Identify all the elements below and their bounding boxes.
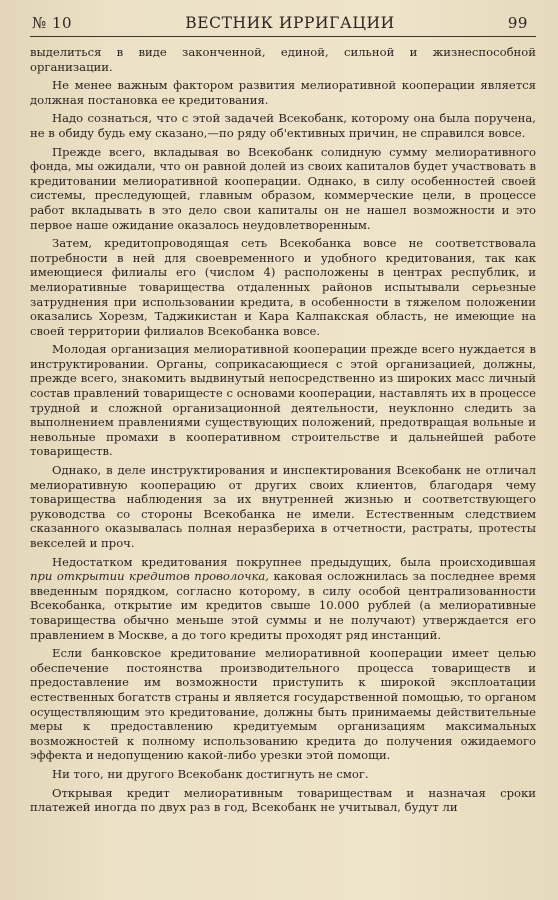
paragraph: Надо сознаться, что с этой задачей Всекобанк, которому она была поручена, не в обиду будь ему сказано,—по ряду об'ективных причин, не справился вовсе. [30,111,536,140]
journal-title: ВЕСТНИК ИРРИГАЦИИ [185,14,395,32]
paragraph: Открывая кредит мелиоративным товариществам и назначая сроки платежей иногда по двух раз в год, Всекобанк не учитывал, будут ли [30,785,536,815]
page-number: 99 [507,14,528,32]
paragraph: Прежде всего, вкладывая во Всекобанк солидную сумму мелиоративного фонда, мы ожидали, что он равной долей из своих капиталов будет участвовать в кредитовании мелиоративной кооперации. Однако, в силу особенностей своей системы, преследующей, главным образом, коммерческие цели, в процессе работ вкладывать в это дело свои капиталы он не нашел возможности и это первое наше ожидание оказалось неудовлетворенным. [30,144,536,232]
paragraph: Если банковское кредитование мелиоративной кооперации имеет целью обеспечение постоянства производительного процесса товариществ и предоставление им возможности приступить к широкой эксплоатации естественных богатств страны и является государственной помощью, то органом осуществляющим это кредитование, должны быть принимаемы действительные меры к предоставлению кредитуемым организациям максимальных возможностей к полному использованию кредита до получения ожидаемого эффекта и недопущению какой-либо урезки этой помощи. [30,646,536,763]
paragraph-text: Недостатком кредитования покрупнее предыдущих, была происходившая [52,554,536,569]
paragraph: выделиться в виде законченной, единой, сильной и жизнеспособной организации. [30,45,536,74]
article-body [30,45,536,815]
page-header [30,14,536,37]
paragraph: Не менее важным фактором развития мелиоративной кооперации является должная постановка ее кредитования. [30,78,536,107]
paragraph [30,555,536,643]
paragraph: Молодая организация мелиоративной кооперации прежде всего нуждается в инструктировании. Органы, соприкасающиеся с этой организацией, должны, прежде всего, знакомить выдвинутый непосредственно из широких масс личный состав правлений товарищесте с основами кооперации, наставлять их в процессе трудной и сложной организационной деятельности, неуклонно следить за выполнением правлениями существующих положений, предотвращая вольные и невольные промахи в кооперативном строительстве и дальнейшей работе товариществ. [30,342,536,459]
issue-number: № 10 [32,14,73,32]
paragraph: Однако, в деле инструктирования и инспектирования Всекобанк не отличал мелиоративную кооперацию от других своих клиентов, благодаря чему товарищества наблюдения за их внутренней жизнью и соответствующего руководства со стороны Всекобанка не имели. Естественным следствием сказанного оказывалась полная неразбериха в отчетности, растраты, протесты векселей и проч. [30,463,536,550]
italic-emphasis: при открытии кредитов проволочка, [30,569,269,584]
paragraph: Затем, кредитопроводящая сеть Всекобанка вовсе не соответствовала потребности в ней для своевременного и удобного кредитования, так как имеющиеся филиалы его (числом 4) расположены в центрах республик, и мелиоративные товарищества отдаленных районов испытывали серьезные затруднения при использовании кредита, в особенности в тяжелом положении оказались Хорезм, Таджикистан и Кара Калпакская область, не имеющие на своей территории филиалов Всекобанка вовсе. [30,236,536,338]
paragraph: Ни того, ни другого Всекобанк достигнуть не смог. [52,766,369,781]
paragraph-text: каковая осложнилась за последнее время введенным порядком, согласно которому, в силу особой централизованности Всекобанка, открытие им кредитов свыше 10.000 рублей (а мелиоративные товарищества обычно меньше этой суммы и не получают) утверждается его правлением в Москве, а до того кредиты проходят ряд инстанций. [30,569,536,642]
